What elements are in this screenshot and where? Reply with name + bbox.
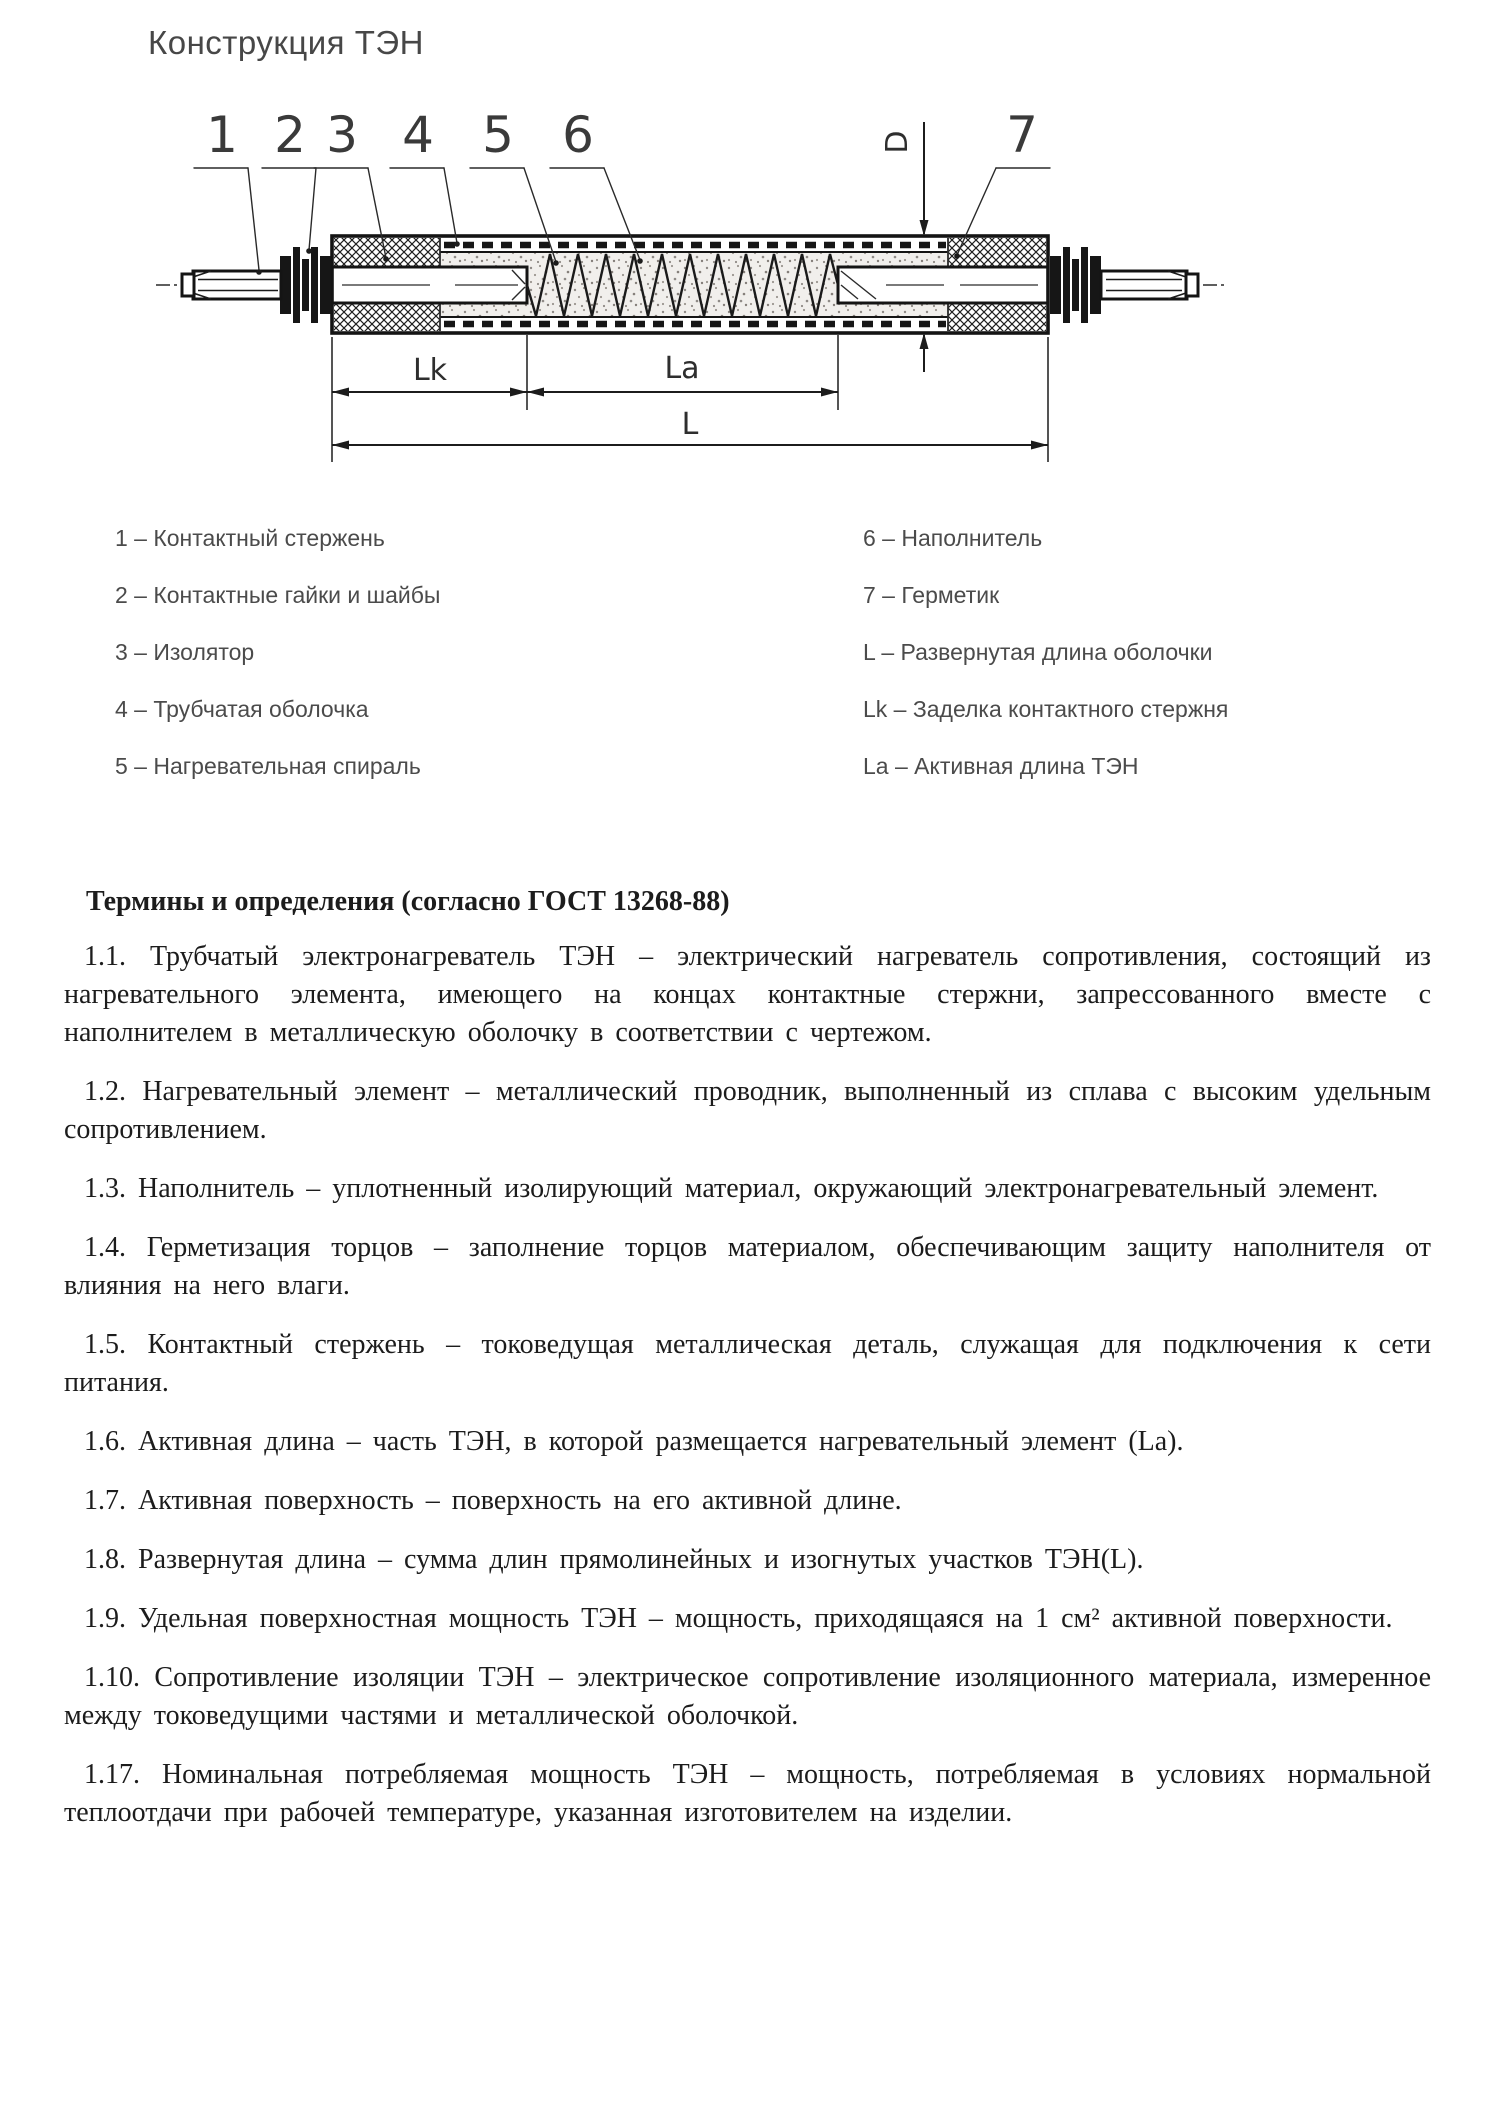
term-paragraph: 1.1. Трубчатый электронагреватель ТЭН – электрический нагреватель сопротивления, состоящий из нагревательного элемента, имеющего на концах контактные стержни, запрессованного вместе с наполнителем в металлическую оболочку в соответствии с чертежом. (64, 941, 1431, 1048)
callout-2 (262, 106, 316, 254)
callout-number-2: 2 (274, 106, 306, 164)
contact-stud-left (182, 271, 281, 299)
legend-item: Lk – Заделка контактного стержня (863, 696, 1229, 722)
legend-item: 7 – Герметик (863, 582, 1000, 608)
term-paragraph: 1.10. Сопротивление изоляции ТЭН – электрическое сопротивление изоляционного материала, измеренное между токоведущими частями и металлической оболочкой. (64, 1662, 1431, 1731)
la-label: La (664, 351, 700, 386)
callout-number-1: 1 (206, 106, 238, 164)
dimension-lines (332, 335, 1048, 462)
legend-left-column (115, 524, 863, 809)
ten-construction-diagram (0, 60, 1493, 490)
term-paragraph: 1.9. Удельная поверхностная мощность ТЭН – мощность, приходящаяся на 1 см² активной поверхности. (84, 1603, 1393, 1634)
callout-number-3: 3 (326, 106, 358, 164)
term-paragraph: 1.6. Активная длина – часть ТЭН, в которой размещается нагревательный элемент (La). (84, 1426, 1184, 1457)
l-label: L (681, 407, 699, 442)
callout-4 (390, 106, 460, 247)
terms-section (64, 886, 1431, 1853)
legend-item: 1 – Контактный стержень (115, 525, 385, 551)
legend-item: 5 – Нагревательная спираль (115, 753, 421, 779)
dimension-lk (332, 353, 527, 397)
contact-nuts-left (280, 247, 331, 323)
legend-item: 4 – Трубчатая оболочка (115, 696, 369, 722)
legend-item: 6 – Наполнитель (863, 525, 1043, 551)
term-paragraph: 1.2. Нагревательный элемент – металлический проводник, выполненный из сплава с высоким удельным сопротивлением. (64, 1076, 1431, 1145)
contact-rod-right (838, 267, 1048, 303)
callout-number-6: 6 (562, 106, 594, 164)
term-paragraph: 1.5. Контактный стержень – токоведущая металлическая деталь, служащая для подключения к сети питания. (64, 1329, 1431, 1398)
term-paragraph: 1.3. Наполнитель – уплотненный изолирующий материал, окружающий электронагревательный элемент. (84, 1173, 1379, 1204)
contact-nuts-right (1050, 247, 1101, 323)
legend-item: 2 – Контактные гайки и шайбы (115, 582, 441, 608)
term-paragraph: 1.8. Развернутая длина – сумма длин прямолинейных и изогнутых участков ТЭН(L). (84, 1544, 1144, 1575)
callout-number-4: 4 (402, 106, 434, 164)
terms-heading: Термины и определения (согласно ГОСТ 13268-88) (86, 886, 730, 917)
diameter-label: D (880, 130, 915, 154)
legend-item: La – Активная длина ТЭН (863, 753, 1139, 779)
contact-stud-right (1101, 271, 1198, 299)
legend (115, 524, 1433, 809)
callout-number-5: 5 (482, 106, 514, 164)
term-paragraph: 1.17. Номинальная потребляемая мощность ТЭН – мощность, потребляемая в условиях нормальной теплоотдачи при рабочей температуре, указанная изготовителем на изделии. (64, 1759, 1431, 1828)
callouts (194, 106, 1050, 275)
term-paragraph: 1.4. Герметизация торцов – заполнение торцов материалом, обеспечивающим защиту наполнителя от влияния на него влаги. (64, 1232, 1431, 1301)
term-paragraph: 1.7. Активная поверхность – поверхность на его активной длине. (84, 1485, 902, 1516)
dimension-l (332, 407, 1048, 450)
contact-rod-left (332, 267, 527, 303)
dimension-la (527, 351, 838, 397)
callout-6 (550, 106, 643, 264)
page-title: Конструкция ТЭН (148, 24, 424, 61)
legend-item: L – Развернутая длина оболочки (863, 639, 1213, 665)
callout-1 (194, 106, 262, 275)
legend-item: 3 – Изолятор (115, 639, 255, 665)
legend-right-column (863, 524, 1433, 809)
callout-number-7: 7 (1006, 106, 1038, 164)
lk-label: Lk (412, 353, 448, 388)
